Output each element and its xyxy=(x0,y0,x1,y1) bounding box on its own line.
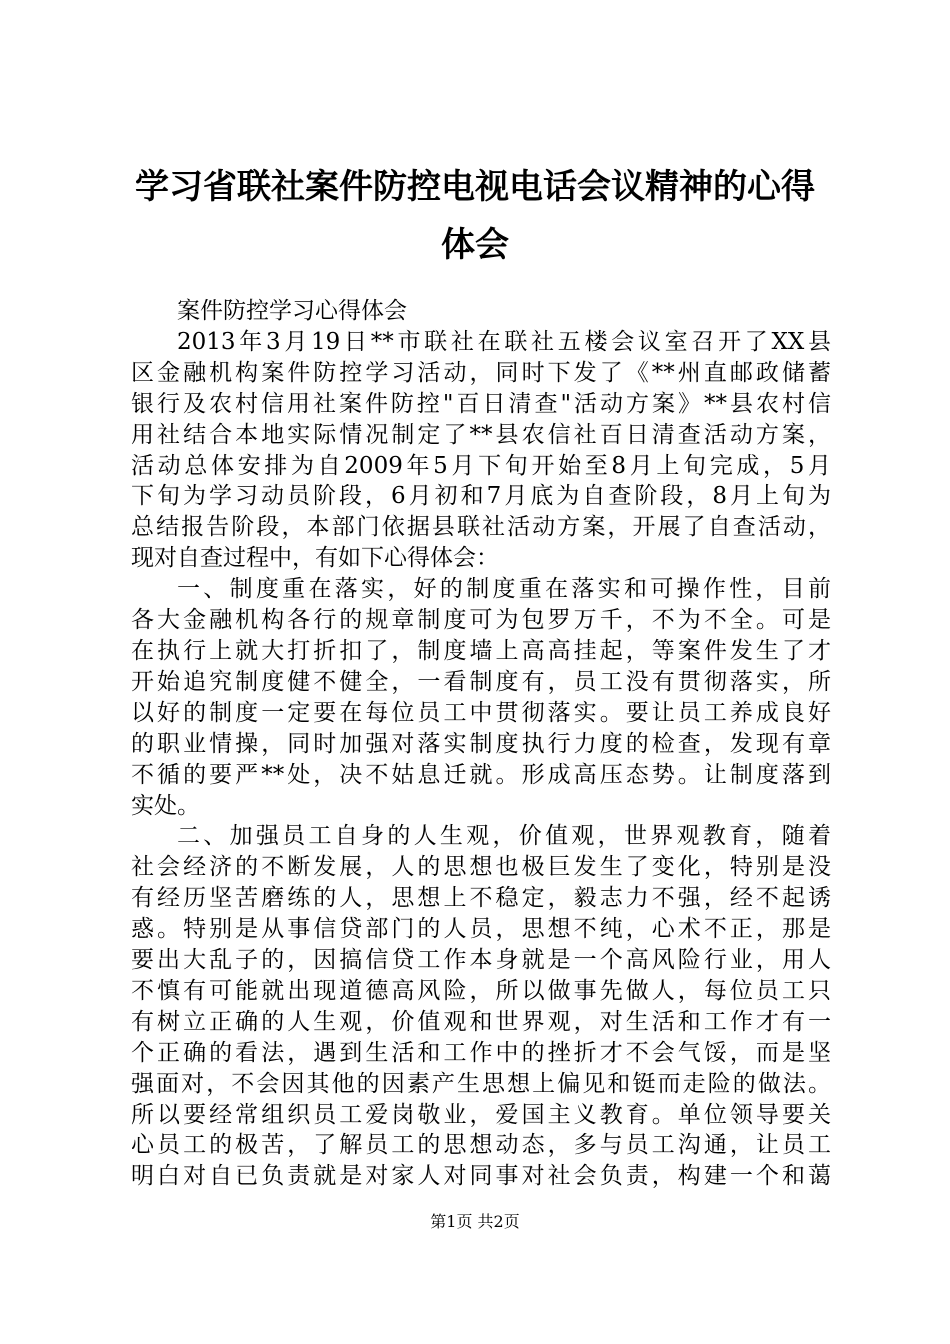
body-line: 心员工的极苦，了解员工的思想动态，多与员工沟通，让员工 xyxy=(131,1132,831,1159)
page-footer: 第1页 共2页 xyxy=(430,1212,520,1231)
body-line: 的职业情操，同时加强对落实制度执行力度的检查，发现有章 xyxy=(131,730,831,757)
body-line: 银行及农村信用社案件防控"百日清查"活动方案》**县农村信 xyxy=(131,390,831,417)
body-line: 用社结合本地实际情况制定了**县农信社百日清查活动方案， xyxy=(131,421,831,448)
body-line: 一、制度重在落实，好的制度重在落实和可操作性，目前 xyxy=(177,576,831,603)
document-body xyxy=(131,296,831,1192)
subtitle-line: 案件防控学习心得体会 xyxy=(177,298,407,324)
title-line: 学习省联社案件防控电视电话会议精神的心得 xyxy=(135,167,815,207)
body-line: 不慎有可能就出现道德高风险，所以做事先做人，每位员工只 xyxy=(131,977,831,1004)
body-line: 现对自查过程中，有如下心得体会： xyxy=(131,545,499,572)
body-line: 实处。 xyxy=(131,792,200,819)
body-line: 二、加强员工自身的人生观，价值观，世界观教育，随着 xyxy=(177,823,831,850)
body-line: 2013年3月19日**市联社在联社五楼会议室召开了XX县 xyxy=(177,328,831,355)
body-line: 明白对自已负责就是对家人对同事对社会负责，构建一个和蔼 xyxy=(131,1163,831,1190)
body-line: 区金融机构案件防控学习活动，同时下发了《**州直邮政储蓄 xyxy=(131,359,831,386)
title-line: 体会 xyxy=(441,225,509,265)
body-line: 惑。特别是从事信贷部门的人员，思想不纯，心术不正，那是 xyxy=(131,916,831,943)
body-line: 有经历坚苦磨练的人，思想上不稳定，毅志力不强，经不起诱 xyxy=(131,885,831,912)
body-line: 要出大乱子的，因搞信贷工作本身就是一个高风险行业，用人 xyxy=(131,947,831,974)
body-line: 有树立正确的人生观，价值观和世界观，对生活和工作才有一 xyxy=(131,1008,831,1035)
body-line: 总结报告阶段，本部门依据县联社活动方案，开展了自查活动， xyxy=(131,514,831,541)
body-line: 所以要经常组织员工爱岗敬业，爱国主义教育。单位领导要关 xyxy=(131,1101,831,1128)
body-line: 不循的要严**处，决不姑息迁就。形成高压态势。让制度落到 xyxy=(131,761,831,788)
body-line: 社会经济的不断发展，人的思想也极巨发生了变化，特别是没 xyxy=(131,854,831,881)
body-line: 在执行上就大打折扣了，制度墙上高高挂起，等案件发生了才 xyxy=(131,637,831,664)
body-line: 各大金融机构各行的规章制度可为包罗万千，不为不全。可是 xyxy=(131,607,831,634)
document-title xyxy=(0,158,950,274)
body-line: 强面对，不会因其他的因素产生思想上偏见和铤而走险的做法。 xyxy=(131,1070,831,1097)
body-line: 活动总体安排为自2009年5月下旬开始至8月上旬完成，5月 xyxy=(131,452,831,479)
body-line: 下旬为学习动员阶段，6月初和7月底为自查阶段，8月上旬为 xyxy=(131,483,831,510)
body-line: 个正确的看法，遇到生活和工作中的挫折才不会气馁，而是坚 xyxy=(131,1039,831,1066)
body-line: 开始追究制度健不健全，一看制度有，员工没有贯彻落实，所 xyxy=(131,668,831,695)
body-line: 以好的制度一定要在每位员工中贯彻落实。要让员工养成良好 xyxy=(131,699,831,726)
